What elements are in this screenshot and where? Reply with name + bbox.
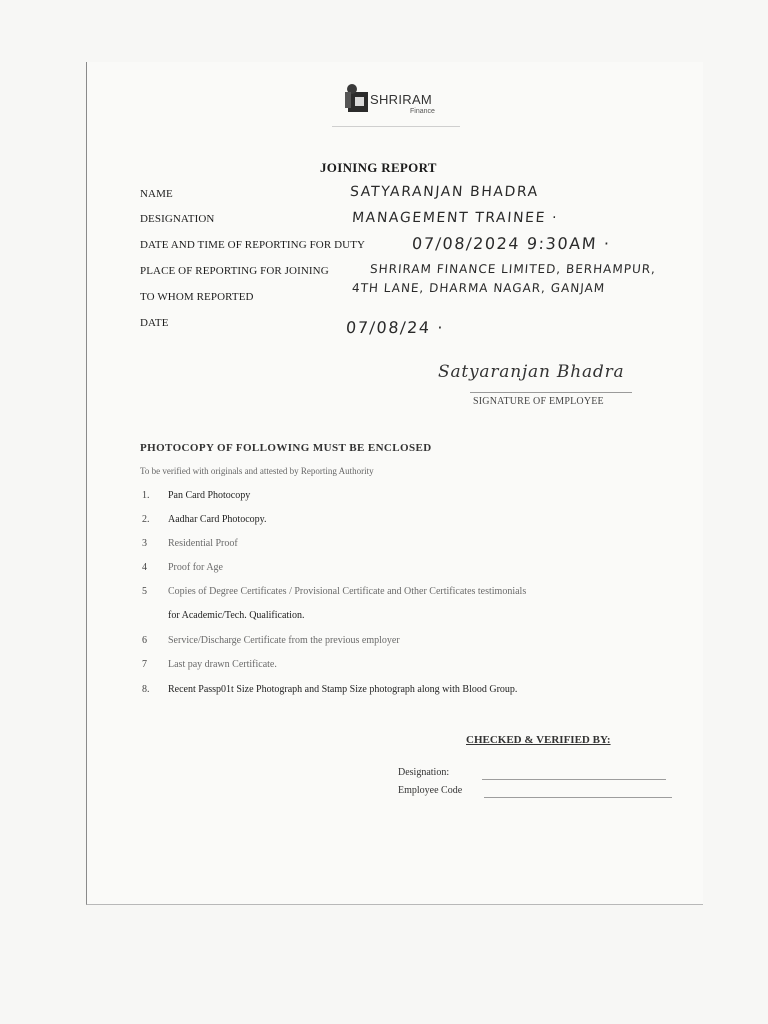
item-number: 8.: [142, 684, 150, 695]
signature-line: [470, 392, 632, 393]
item-number: 5: [142, 586, 147, 597]
name-value: SATYARANJAN BHADRA: [349, 184, 540, 200]
list-item: Residential Proof: [168, 538, 238, 549]
date-label: DATE: [140, 317, 169, 329]
document-title: JOINING REPORT: [320, 160, 437, 175]
place-label: PLACE OF REPORTING FOR JOINING: [140, 265, 329, 277]
list-item: Aadhar Card Photocopy.: [168, 514, 267, 525]
shriram-logo: [340, 80, 460, 132]
shriram-emblem-icon: [342, 82, 370, 114]
datetime-label: DATE AND TIME OF REPORTING FOR DUTY: [140, 239, 366, 251]
item-number: 3: [142, 538, 147, 549]
item-number: 1.: [142, 490, 150, 501]
item-number: 6: [142, 635, 147, 646]
datetime-value: 07/08/2024 9:30AM ·: [411, 234, 612, 253]
name-label: NAME: [140, 188, 173, 200]
employee-signature: Satyaranjan Bhadra: [438, 362, 625, 382]
employee-code-field-line: [484, 797, 672, 798]
logo-subtitle: Finance: [410, 108, 435, 115]
list-item: Service/Discharge Certificate from the previous employer: [168, 635, 400, 646]
list-item: Pan Card Photocopy: [168, 490, 251, 501]
list-item-continuation: for Academic/Tech. Qualification.: [168, 610, 305, 621]
place-value-line-1: SHRIRAM FINANCE LIMITED, BERHAMPUR,: [369, 262, 657, 276]
designation-field-line: [482, 779, 666, 780]
signature-label: SIGNATURE OF EMPLOYEE: [473, 396, 604, 407]
to-whom-label: TO WHOM REPORTED: [140, 291, 254, 303]
item-number: 4: [142, 562, 147, 573]
logo-name: SHRIRAM: [370, 92, 433, 107]
designation-field-label: Designation:: [398, 767, 450, 778]
item-number: 2.: [142, 514, 150, 525]
employee-code-field-label: Employee Code: [398, 785, 463, 796]
list-item: Copies of Degree Certificates / Provisional Certificate and Other Certificates testimonials: [168, 586, 527, 597]
enclosures-heading: PHOTOCOPY OF FOLLOWING MUST BE ENCLOSED: [140, 442, 432, 454]
checked-verified-heading: CHECKED & VERIFIED BY:: [466, 734, 611, 746]
list-item: Last pay drawn Certificate.: [168, 659, 277, 670]
list-item: Recent Passp01t Size Photograph and Stamp Size photograph along with Blood Group.: [168, 684, 518, 695]
list-item: Proof for Age: [168, 562, 223, 573]
logo-underline: [332, 126, 460, 127]
date-value: 07/08/24 ·: [345, 318, 445, 337]
enclosures-subheading: To be verified with originals and attested by Reporting Authority: [140, 466, 374, 476]
place-value-line-2: 4TH LANE, DHARMA NAGAR, GANJAM: [351, 281, 606, 295]
item-number: 7: [142, 659, 147, 670]
designation-value: MANAGEMENT TRAINEE ·: [351, 210, 559, 226]
designation-label: DESIGNATION: [140, 213, 215, 225]
